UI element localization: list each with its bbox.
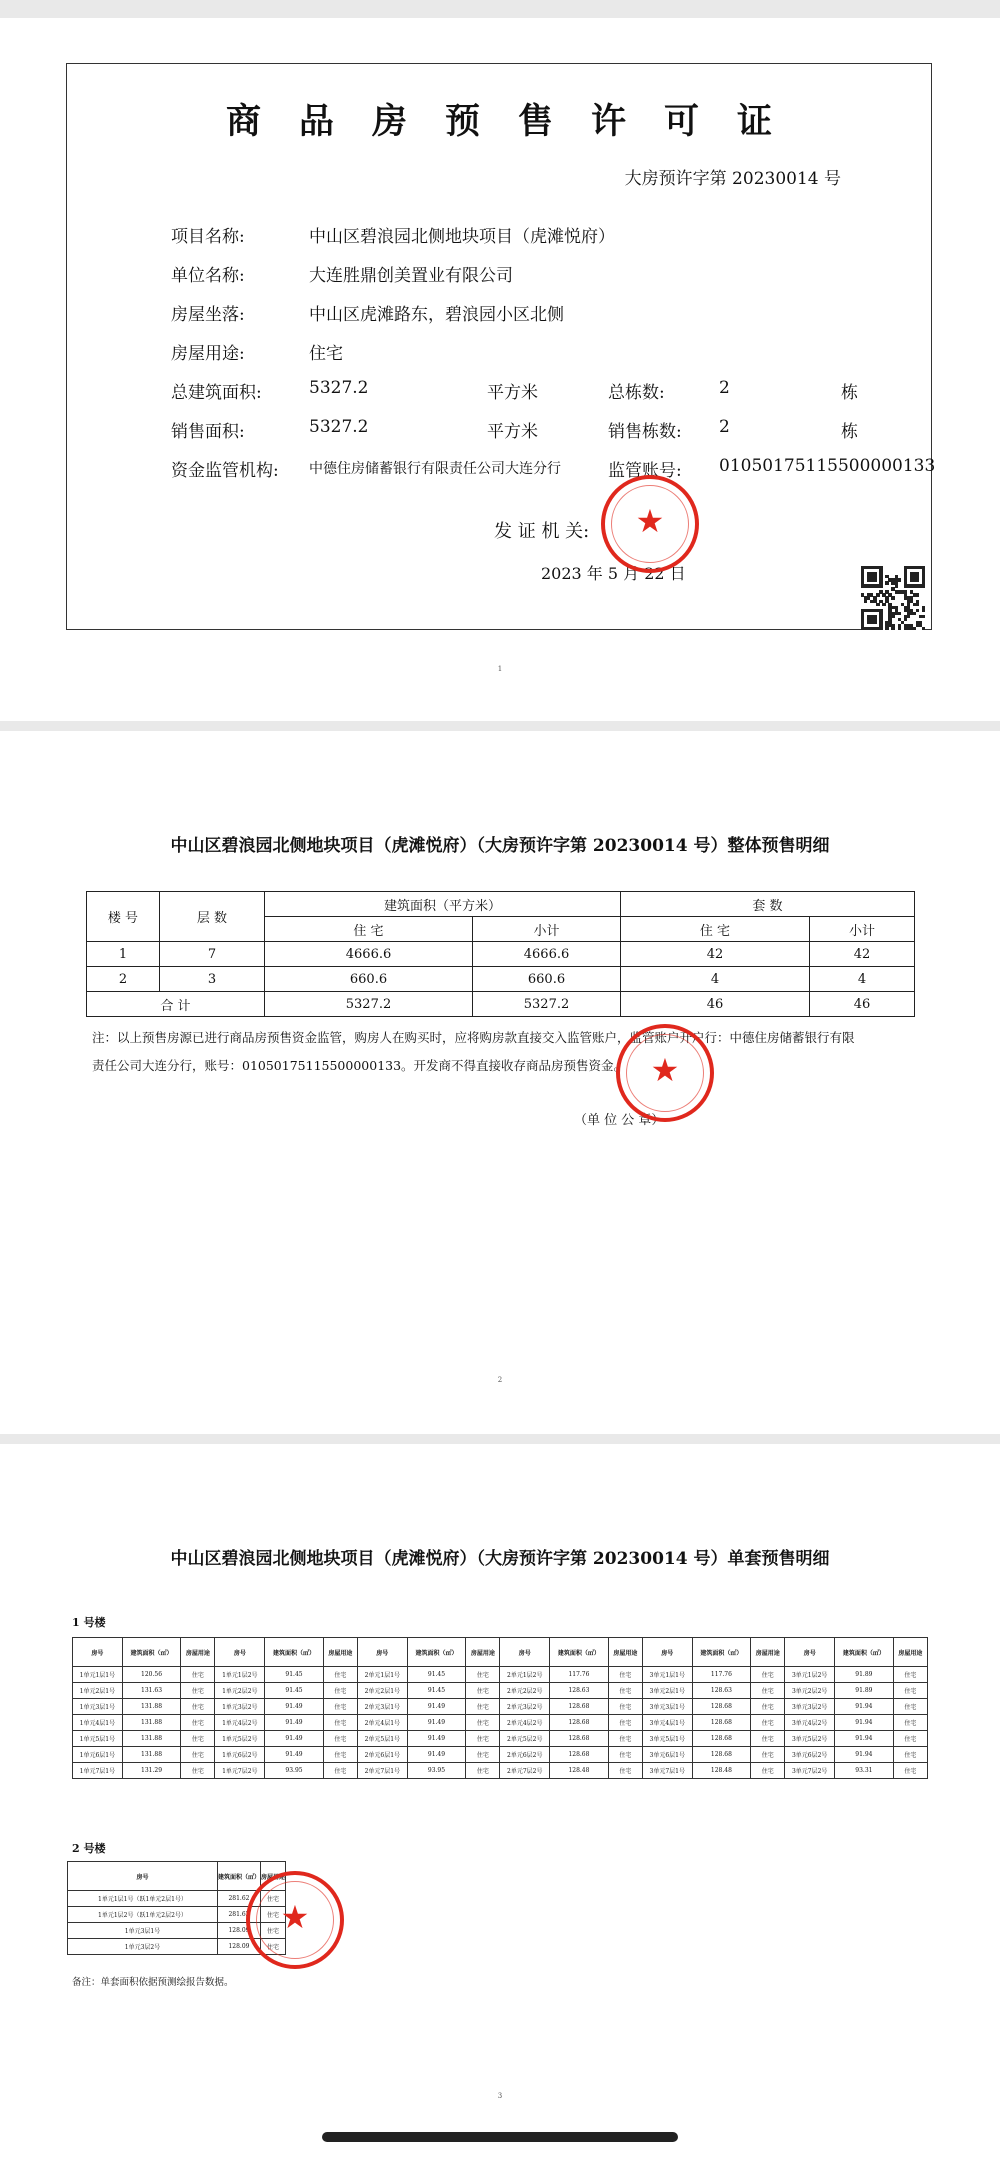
cell-use: 住宅 <box>751 1731 785 1747</box>
qr-code-icon <box>861 566 925 630</box>
cell-area: 128.09 <box>217 1939 260 1955</box>
cell-units-residential: 42 <box>621 942 810 967</box>
cell-room: 2单元5层1号 <box>357 1731 407 1747</box>
total-area-label: 总建筑面积: <box>171 383 262 403</box>
total-area-unit: 平方米 <box>487 383 538 403</box>
cell-room: 3单元5层1号 <box>642 1731 692 1747</box>
cell-area: 91.49 <box>407 1747 466 1763</box>
header-use: 房屋用途 <box>893 1638 927 1667</box>
overall-presale-table <box>86 891 915 1017</box>
cell-area: 120.56 <box>122 1667 181 1683</box>
cell-room: 3单元3层2号 <box>785 1699 835 1715</box>
seal-star-icon: ★ <box>635 502 665 540</box>
supervision-note-line2: 责任公司大连分行，账号：01050175115500000133。开发商不得直接收存商品房预售资金。 <box>92 1058 627 1073</box>
cell-use: 住宅 <box>893 1715 927 1731</box>
field-value: 大连胜鼎创美置业有限公司 <box>309 266 513 286</box>
cell-use: 住宅 <box>466 1747 500 1763</box>
cell-use: 住宅 <box>181 1747 215 1763</box>
header-units-subtotal: 小计 <box>810 917 915 942</box>
cell-room: 3单元4层1号 <box>642 1715 692 1731</box>
unit-presale-title: 中山区碧浪园北侧地块项目（虎滩悦府）（大房预许字第 20230014 号）单套预售明细 <box>170 1549 830 1569</box>
total-row <box>87 992 915 1017</box>
header-area-subtotal: 小计 <box>473 917 621 942</box>
cell-room: 3单元5层2号 <box>785 1731 835 1747</box>
cell-area: 128.48 <box>692 1763 751 1779</box>
cell-use: 住宅 <box>893 1667 927 1683</box>
header-room: 房号 <box>785 1638 835 1667</box>
certificate-page <box>0 18 1000 721</box>
cell-use: 住宅 <box>323 1715 357 1731</box>
cell-area-subtotal: 4666.6 <box>473 942 621 967</box>
total-units-residential: 46 <box>621 992 810 1017</box>
cell-use: 住宅 <box>751 1763 785 1779</box>
cell-use: 住宅 <box>181 1763 215 1779</box>
cell-use: 住宅 <box>323 1683 357 1699</box>
cell-use: 住宅 <box>323 1667 357 1683</box>
cell-room: 2单元7层2号 <box>500 1763 550 1779</box>
cell-use: 住宅 <box>608 1747 642 1763</box>
cell-use: 住宅 <box>608 1763 642 1779</box>
table-row <box>73 1699 928 1715</box>
cell-room: 1单元3层1号 <box>73 1699 123 1715</box>
cell-area: 91.49 <box>407 1715 466 1731</box>
cell-use: 住宅 <box>181 1683 215 1699</box>
cell-use: 住宅 <box>323 1747 357 1763</box>
sale-buildings-value: 2 <box>719 417 730 437</box>
cell-use: 住宅 <box>751 1667 785 1683</box>
cell-use: 住宅 <box>181 1667 215 1683</box>
header-area: 建筑面积（㎡） <box>217 1862 260 1891</box>
cell-units-residential: 4 <box>621 967 810 992</box>
cell-area: 131.88 <box>122 1715 181 1731</box>
cell-area: 91.89 <box>835 1683 894 1699</box>
cell-use: 住宅 <box>466 1731 500 1747</box>
table-row <box>73 1747 928 1763</box>
cell-area: 91.49 <box>265 1699 324 1715</box>
cell-area-subtotal: 660.6 <box>473 967 621 992</box>
cell-room: 1单元7层1号 <box>73 1763 123 1779</box>
cell-area: 93.95 <box>407 1763 466 1779</box>
cell-use: 住宅 <box>751 1747 785 1763</box>
cell-room: 3单元4层2号 <box>785 1715 835 1731</box>
cell-area: 91.94 <box>835 1715 894 1731</box>
header-room: 房号 <box>68 1862 218 1891</box>
company-stamp-label: （单 位 公 章） <box>574 1113 665 1128</box>
field-label: 房屋用途: <box>171 344 245 364</box>
page-number: 3 <box>497 2092 503 2100</box>
cell-room: 1单元1层1号（跃1单元2层1号） <box>68 1891 218 1907</box>
cell-use: 住宅 <box>608 1699 642 1715</box>
header-units-residential: 住 宅 <box>621 917 810 942</box>
cell-area: 91.49 <box>407 1699 466 1715</box>
cell-area: 93.31 <box>835 1763 894 1779</box>
cell-area: 128.68 <box>550 1715 609 1731</box>
cell-room: 1单元7层2号 <box>215 1763 265 1779</box>
cell-room: 2单元6层2号 <box>500 1747 550 1763</box>
cell-area-residential: 4666.6 <box>265 942 473 967</box>
cell-use: 住宅 <box>893 1731 927 1747</box>
sale-area-value: 5327.2 <box>309 417 369 437</box>
total-area-residential: 5327.2 <box>265 992 473 1017</box>
cell-use: 住宅 <box>893 1747 927 1763</box>
cell-units-subtotal: 42 <box>810 942 915 967</box>
cell-room: 3单元2层2号 <box>785 1683 835 1699</box>
cell-use: 住宅 <box>466 1715 500 1731</box>
cell-room: 2单元7层1号 <box>357 1763 407 1779</box>
total-area-value: 5327.2 <box>309 378 369 398</box>
field-label: 单位名称: <box>171 266 245 286</box>
sale-buildings-label: 销售栋数: <box>608 422 682 442</box>
cell-area: 128.68 <box>550 1747 609 1763</box>
cell-use: 住宅 <box>608 1667 642 1683</box>
cell-area: 91.45 <box>407 1683 466 1699</box>
cell-room: 2单元1层2号 <box>500 1667 550 1683</box>
cell-use: 住宅 <box>323 1763 357 1779</box>
field-company-name <box>171 261 513 286</box>
cell-use: 住宅 <box>260 1907 285 1923</box>
cell-use: 住宅 <box>751 1715 785 1731</box>
header-use: 房屋用途 <box>260 1862 285 1891</box>
cell-area: 128.68 <box>692 1747 751 1763</box>
cell-area: 131.88 <box>122 1747 181 1763</box>
header-room: 房号 <box>215 1638 265 1667</box>
cell-area: 93.95 <box>265 1763 324 1779</box>
account-value: 01050175115500000133 <box>719 456 936 476</box>
cell-use: 住宅 <box>181 1731 215 1747</box>
total-units-subtotal: 46 <box>810 992 915 1017</box>
cell-area: 131.63 <box>122 1683 181 1699</box>
cell-use: 住宅 <box>260 1923 285 1939</box>
total-buildings-value: 2 <box>719 378 730 398</box>
cell-area: 91.49 <box>265 1747 324 1763</box>
cell-area: 128.68 <box>550 1699 609 1715</box>
cell-room: 2单元4层2号 <box>500 1715 550 1731</box>
cell-floors: 3 <box>160 967 265 992</box>
cell-room: 1单元6层1号 <box>73 1747 123 1763</box>
header-area-group: 建筑面积（平方米） <box>265 892 621 917</box>
cell-area: 91.94 <box>835 1731 894 1747</box>
fund-supervisor-value: 中德住房储蓄银行有限责任公司大连分行 <box>309 461 561 477</box>
seal-star-icon: ★ <box>650 1051 680 1089</box>
cell-area: 91.49 <box>265 1715 324 1731</box>
header-area: 建筑面积（㎡） <box>265 1638 324 1667</box>
header-floors: 层 数 <box>160 892 265 942</box>
cell-area: 91.45 <box>407 1667 466 1683</box>
header-building: 楼 号 <box>87 892 160 942</box>
header-units-group: 套 数 <box>621 892 915 917</box>
cell-area: 91.94 <box>835 1699 894 1715</box>
cell-use: 住宅 <box>751 1699 785 1715</box>
cell-room: 3单元1层1号 <box>642 1667 692 1683</box>
cell-use: 住宅 <box>608 1715 642 1731</box>
cell-building: 2 <box>87 967 160 992</box>
field-label: 房屋坐落: <box>171 305 245 325</box>
cell-use: 住宅 <box>260 1891 285 1907</box>
table-row <box>73 1715 928 1731</box>
certificate-frame <box>66 63 936 630</box>
cell-floors: 7 <box>160 942 265 967</box>
cell-area: 117.76 <box>550 1667 609 1683</box>
cell-use: 住宅 <box>466 1763 500 1779</box>
field-value: 中山区虎滩路东，碧浪园小区北侧 <box>309 305 564 325</box>
cell-use: 住宅 <box>608 1683 642 1699</box>
cell-area: 281.62 <box>217 1907 260 1923</box>
cell-room: 1单元3层1号 <box>68 1923 218 1939</box>
cell-use: 住宅 <box>893 1683 927 1699</box>
sale-area-unit: 平方米 <box>487 422 538 442</box>
cell-use: 住宅 <box>608 1731 642 1747</box>
table-row <box>73 1731 928 1747</box>
sale-buildings-unit: 栋 <box>841 422 858 442</box>
header-use: 房屋用途 <box>608 1638 642 1667</box>
cell-room: 1单元6层2号 <box>215 1747 265 1763</box>
cell-room: 2单元3层1号 <box>357 1699 407 1715</box>
supervision-note-line1: 注：以上预售房源已进行商品房预售资金监管，购房人在购买时，应将购房款直接交入监管账户，监管账户开户行：中德住房储蓄银行有限 <box>92 1030 855 1045</box>
cell-room: 1单元4层1号 <box>73 1715 123 1731</box>
cell-area: 128.48 <box>550 1763 609 1779</box>
cell-use: 住宅 <box>893 1699 927 1715</box>
cell-area: 128.09 <box>217 1923 260 1939</box>
cell-area: 131.88 <box>122 1731 181 1747</box>
sale-area-label: 销售面积: <box>171 422 245 442</box>
cell-room: 3单元6层1号 <box>642 1747 692 1763</box>
issue-date: 2023 年 5 月 22 日 <box>541 564 686 583</box>
cell-room: 1单元5层2号 <box>215 1731 265 1747</box>
building1-unit-table <box>72 1637 928 1779</box>
cell-building: 1 <box>87 942 160 967</box>
cell-area: 128.63 <box>692 1683 751 1699</box>
field-usage <box>171 339 343 364</box>
cell-room: 1单元3层2号 <box>68 1939 218 1955</box>
total-area-subtotal: 5327.2 <box>473 992 621 1017</box>
building1-label: 1 号楼 <box>72 1616 106 1629</box>
cell-room: 1单元2层2号 <box>215 1683 265 1699</box>
cell-area: 91.45 <box>265 1667 324 1683</box>
table-row <box>73 1763 928 1779</box>
cell-room: 1单元1层2号 <box>215 1667 265 1683</box>
cell-area: 128.68 <box>692 1715 751 1731</box>
header-area: 建筑面积（㎡） <box>835 1638 894 1667</box>
table-header-row <box>73 1638 928 1667</box>
field-location <box>171 300 564 325</box>
header-room: 房号 <box>500 1638 550 1667</box>
cell-room: 2单元5层2号 <box>500 1731 550 1747</box>
cell-use: 住宅 <box>751 1683 785 1699</box>
header-area: 建筑面积（㎡） <box>407 1638 466 1667</box>
header-use: 房屋用途 <box>323 1638 357 1667</box>
account-label: 监管账号: <box>608 461 682 481</box>
cell-use: 住宅 <box>323 1731 357 1747</box>
cell-room: 3单元1层2号 <box>785 1667 835 1683</box>
table-row <box>87 967 915 992</box>
certificate-title: 商品房预售许可证 <box>225 101 810 142</box>
cell-use: 住宅 <box>466 1667 500 1683</box>
header-use: 房屋用途 <box>181 1638 215 1667</box>
total-buildings-label: 总栋数: <box>608 383 665 403</box>
permit-number: 大房预许字第 20230014 号 <box>624 169 841 189</box>
field-value: 中山区碧浪园北侧地块项目（虎滩悦府） <box>309 227 615 247</box>
cell-use: 住宅 <box>181 1699 215 1715</box>
total-buildings-unit: 栋 <box>841 383 858 403</box>
overall-presale-page <box>0 731 1000 1434</box>
cell-area: 128.68 <box>692 1731 751 1747</box>
cell-room: 3单元6层2号 <box>785 1747 835 1763</box>
cell-room: 2单元2层1号 <box>357 1683 407 1699</box>
header-area: 建筑面积（㎡） <box>692 1638 751 1667</box>
table-row <box>73 1683 928 1699</box>
home-indicator-bar[interactable] <box>322 2132 678 2142</box>
header-use: 房屋用途 <box>751 1638 785 1667</box>
cell-area: 91.49 <box>265 1731 324 1747</box>
cell-area: 91.49 <box>407 1731 466 1747</box>
header-room: 房号 <box>73 1638 123 1667</box>
table-row <box>87 942 915 967</box>
cell-use: 住宅 <box>181 1715 215 1731</box>
remark: 备注：单套面积依据预测绘报告数据。 <box>72 1977 234 1988</box>
fund-supervisor-label: 资金监管机构: <box>171 461 279 481</box>
header-area: 建筑面积（㎡） <box>550 1638 609 1667</box>
cell-use: 住宅 <box>466 1699 500 1715</box>
cell-room: 2单元2层2号 <box>500 1683 550 1699</box>
table-header-row <box>68 1862 286 1891</box>
cell-area: 128.68 <box>550 1731 609 1747</box>
total-label: 合 计 <box>87 992 265 1017</box>
field-label: 项目名称: <box>171 227 245 247</box>
cell-use: 住宅 <box>466 1683 500 1699</box>
overall-presale-title: 中山区碧浪园北侧地块项目（虎滩悦府）（大房预许字第 20230014 号）整体预售明细 <box>170 836 830 856</box>
field-value: 住宅 <box>309 344 343 364</box>
cell-room: 2单元1层1号 <box>357 1667 407 1683</box>
official-seal-icon <box>616 1024 714 1122</box>
cell-use: 住宅 <box>323 1699 357 1715</box>
cell-room: 1单元3层2号 <box>215 1699 265 1715</box>
cell-room: 3单元3层1号 <box>642 1699 692 1715</box>
cell-area-residential: 660.6 <box>265 967 473 992</box>
page-number: 2 <box>497 1376 503 1384</box>
cell-units-subtotal: 4 <box>810 967 915 992</box>
cell-area: 91.45 <box>265 1683 324 1699</box>
cell-area: 128.63 <box>550 1683 609 1699</box>
header-use: 房屋用途 <box>466 1638 500 1667</box>
header-room: 房号 <box>642 1638 692 1667</box>
cell-room: 3单元2层1号 <box>642 1683 692 1699</box>
field-project-name <box>171 222 615 247</box>
building2-label: 2 号楼 <box>72 1842 106 1855</box>
cell-use: 住宅 <box>893 1763 927 1779</box>
issuer-label: 发 证 机 关: <box>494 521 590 542</box>
cell-area: 91.94 <box>835 1747 894 1763</box>
cell-area: 131.29 <box>122 1763 181 1779</box>
cell-area: 131.88 <box>122 1699 181 1715</box>
official-seal-icon <box>246 1871 344 1969</box>
cell-room: 1单元2层1号 <box>73 1683 123 1699</box>
cell-area: 91.89 <box>835 1667 894 1683</box>
cell-area: 128.68 <box>692 1699 751 1715</box>
cell-room: 1单元5层1号 <box>73 1731 123 1747</box>
cell-room: 1单元1层1号 <box>73 1667 123 1683</box>
header-area: 建筑面积（㎡） <box>122 1638 181 1667</box>
header-area-residential: 住 宅 <box>265 917 473 942</box>
cell-use: 住宅 <box>260 1939 285 1955</box>
cell-room: 3单元7层1号 <box>642 1763 692 1779</box>
seal-star-icon: ★ <box>280 1898 310 1936</box>
official-seal-icon <box>601 475 699 573</box>
cell-room: 2单元6层1号 <box>357 1747 407 1763</box>
cell-area: 117.76 <box>692 1667 751 1683</box>
cell-room: 2单元3层2号 <box>500 1699 550 1715</box>
unit-presale-page <box>0 1444 1000 2167</box>
table-row <box>73 1667 928 1683</box>
cell-room: 1单元1层2号（跃1单元2层2号） <box>68 1907 218 1923</box>
cell-room: 1单元4层2号 <box>215 1715 265 1731</box>
page-number: 1 <box>497 665 503 673</box>
header-room: 房号 <box>357 1638 407 1667</box>
cell-room: 2单元4层1号 <box>357 1715 407 1731</box>
cell-area: 281.62 <box>217 1891 260 1907</box>
cell-room: 3单元7层2号 <box>785 1763 835 1779</box>
